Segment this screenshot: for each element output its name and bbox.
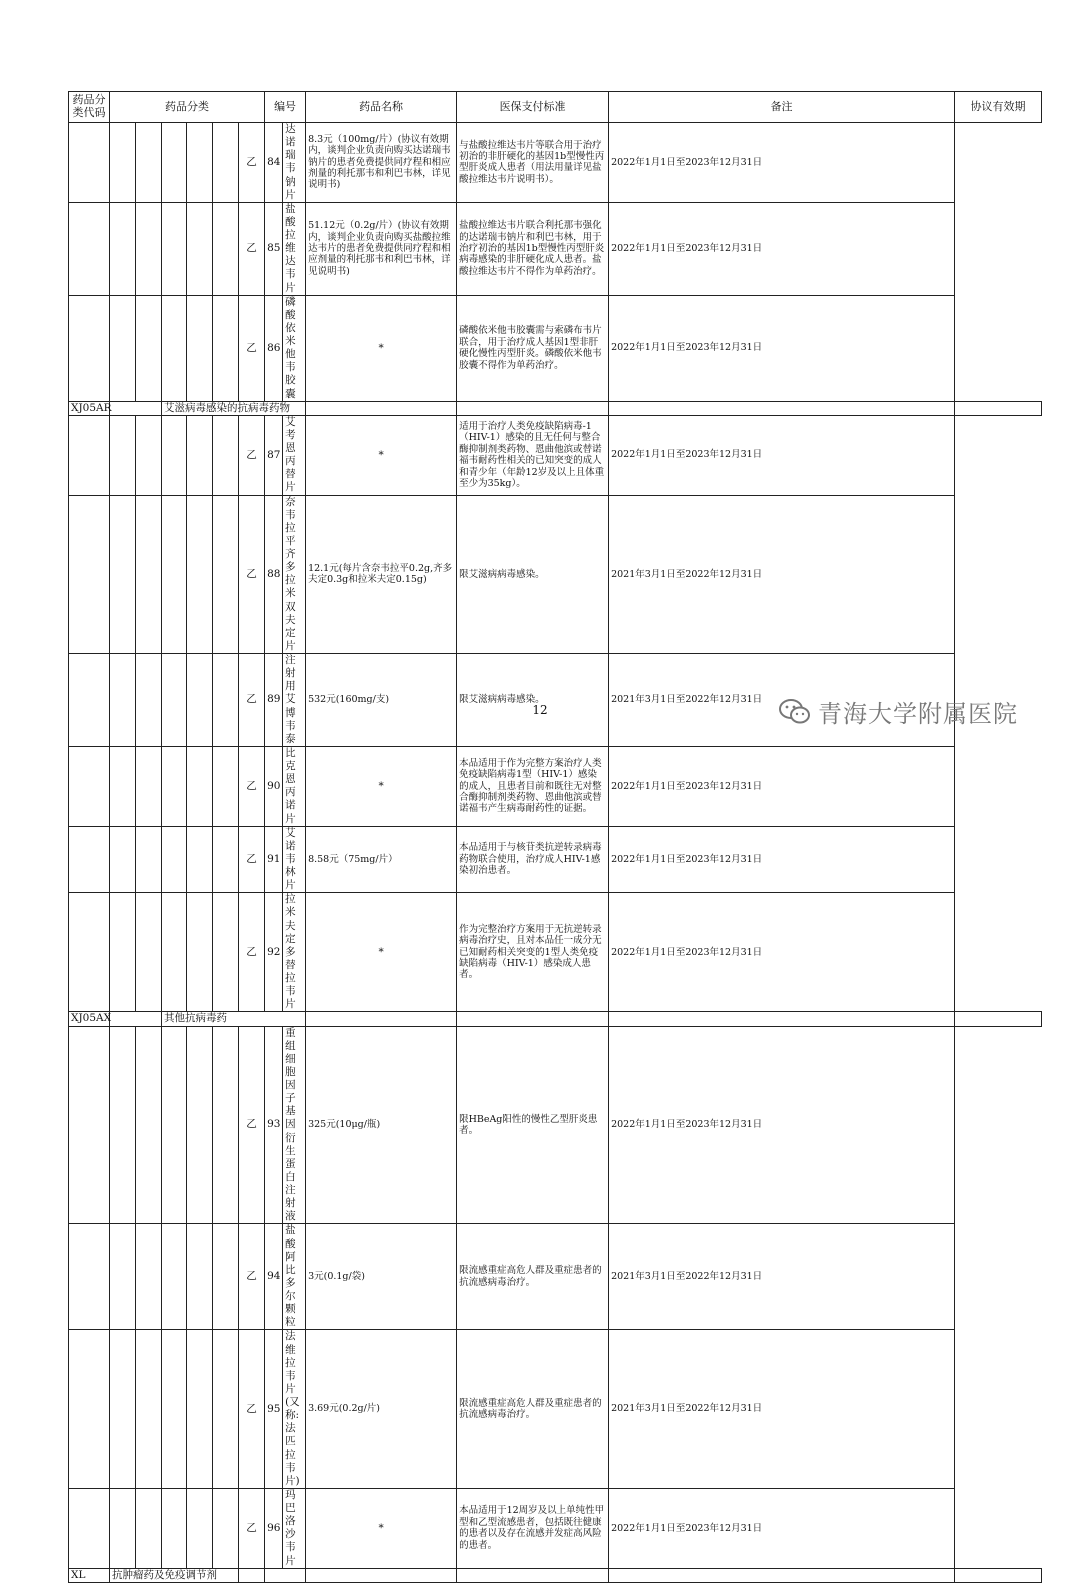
category-cell [213,654,239,747]
remark-cell: 限流感重症高危人群及重症患者的抗流感病毒治疗。 [457,1330,609,1489]
category-cell [69,654,110,747]
category-cell [162,1224,187,1330]
category-cell [213,415,239,495]
empty-cell [955,1568,1042,1582]
category-cell [136,495,162,654]
empty-cell [306,1012,457,1026]
payment-cell: 3.69元(0.2g/片) [306,1330,457,1489]
category-cell [69,295,110,401]
remark-cell: 限HBeAg阳性的慢性乙型肝炎患者。 [457,1026,609,1224]
remark-cell: 盐酸拉维达韦片联合利托那韦强化的达诺瑞韦钠片和利巴韦林，用于治疗初治的基因1b型慢性丙型肝炎病毒感染的非肝硬化成人患者。盐酸拉维达韦片不得作为单药治疗。 [457,202,609,295]
validity-cell: 2021年3月1日至2022年12月31日 [609,1224,955,1330]
remark-cell: 本品适用于作为完整方案治疗人类免疫缺陷病毒1型（HIV-1）感染的成人，且患者目前和既往无对整合酶抑制剂类药物、恩曲他滨或替诺福韦产生病毒耐药性的证据。 [457,746,609,826]
category-cell [187,746,213,826]
class-cell: 乙 [239,654,265,747]
drug-name-cell: 盐酸阿比多尔颗粒 [283,1224,306,1330]
number-cell: 89 [265,654,283,747]
payment-cell: 12.1元(每片含奈韦拉平0.2g,齐多夫定0.3g和拉米夫定0.15g) [306,495,457,654]
number-cell: 86 [265,295,283,401]
category-cell [187,1224,213,1330]
category-cell [213,1488,239,1568]
section-code: XJ05AX [69,1012,110,1026]
table-row [69,826,1042,893]
category-cell [136,746,162,826]
category-cell [69,1488,110,1568]
table-row [69,202,1042,295]
empty-cell [306,401,457,415]
payment-cell: * [306,1488,457,1568]
category-cell [136,1026,162,1224]
category-cell [162,654,187,747]
category-cell [162,123,187,203]
table-row [69,1330,1042,1489]
section-row [69,401,1042,415]
validity-cell: 2022年1月1日至2023年12月31日 [609,1026,955,1224]
category-cell [69,826,110,893]
category-cell [110,495,136,654]
category-cell [213,1224,239,1330]
header-name: 药品名称 [306,92,457,123]
category-cell [69,123,110,203]
header-code: 药品分类代码 [69,92,110,123]
empty-cell [265,1568,306,1582]
empty-cell [457,1012,609,1026]
category-cell [187,1488,213,1568]
payment-cell: * [306,893,457,1012]
category-cell [187,826,213,893]
category-cell [162,415,187,495]
category-cell [136,123,162,203]
category-cell [187,893,213,1012]
number-cell: 91 [265,826,283,893]
category-cell [187,123,213,203]
number-cell: 85 [265,202,283,295]
table-row [69,415,1042,495]
category-cell [69,415,110,495]
category-cell [136,826,162,893]
category-cell [110,893,136,1012]
header-number: 编号 [265,92,306,123]
category-cell [213,746,239,826]
category-cell [136,1224,162,1330]
table-row [69,893,1042,1012]
category-cell [110,1224,136,1330]
empty-cell [609,1012,955,1026]
category-cell [187,415,213,495]
drug-name-cell: 注射用艾博韦泰 [283,654,306,747]
drug-name-cell: 盐酸拉维达韦片 [283,202,306,295]
payment-cell: 3元(0.1g/袋) [306,1224,457,1330]
category-cell [110,202,136,295]
category-cell [136,202,162,295]
section-code: XJ05AR [69,401,110,415]
drug-name-cell: 比克恩丙诺片 [283,746,306,826]
table-row [69,1488,1042,1568]
payment-cell: 8.3元（100mg/片）(协议有效期内，谈判企业负责向购买达诺瑞韦钠片的患者免费提供同疗程和相应剂量的利托那韦和利巴韦林，详见说明书) [306,123,457,203]
remark-cell: 限流感重症高危人群及重症患者的抗流感病毒治疗。 [457,1224,609,1330]
category-cell [110,123,136,203]
category-cell [162,495,187,654]
drug-name-cell: 艾考恩丙替片 [283,415,306,495]
number-cell: 88 [265,495,283,654]
section-row [69,1568,1042,1582]
category-cell [162,893,187,1012]
drug-name-cell: 拉米夫定多替拉韦片 [283,893,306,1012]
header-validity: 协议有效期 [955,92,1042,123]
class-cell: 乙 [239,746,265,826]
category-cell [162,1488,187,1568]
class-cell: 乙 [239,1488,265,1568]
validity-cell: 2021年3月1日至2022年12月31日 [609,1330,955,1489]
category-cell [69,495,110,654]
class-cell: 乙 [239,495,265,654]
category-cell [162,746,187,826]
payment-cell: 532元(160mg/支) [306,654,457,747]
category-cell [110,1330,136,1489]
validity-cell: 2021年3月1日至2022年12月31日 [609,654,955,747]
category-cell [69,1330,110,1489]
drug-name-cell: 艾诺韦林片 [283,826,306,893]
remark-cell: 限艾滋病病毒感染。 [457,495,609,654]
category-cell [110,1488,136,1568]
class-cell: 乙 [239,123,265,203]
validity-cell: 2022年1月1日至2023年12月31日 [609,826,955,893]
category-cell [69,893,110,1012]
header-payment: 医保支付标准 [457,92,609,123]
validity-cell: 2021年3月1日至2022年12月31日 [609,495,955,654]
category-cell [136,893,162,1012]
remark-cell: 作为完整治疗方案用于无抗逆转录病毒治疗史，且对本品任一成分无已知耐药相关突变的1型人类免疫缺陷病毒（HIV-1）感染成人患者。 [457,893,609,1012]
drug-list-table [68,91,1042,1583]
category-cell [213,1330,239,1489]
section-title: 艾滋病毒感染的抗病毒药物 [162,401,306,415]
watermark [778,694,1018,729]
number-cell: 93 [265,1026,283,1224]
category-cell [110,654,136,747]
validity-cell: 2022年1月1日至2023年12月31日 [609,746,955,826]
drug-name-cell: 达诺瑞韦钠片 [283,123,306,203]
empty-cell [110,401,162,415]
section-code: XL [69,1568,110,1582]
table-row [69,295,1042,401]
class-cell: 乙 [239,415,265,495]
category-cell [162,1026,187,1224]
number-cell: 94 [265,1224,283,1330]
category-cell [213,893,239,1012]
payment-cell: 8.58元（75mg/片） [306,826,457,893]
table-row [69,1224,1042,1330]
category-cell [69,1026,110,1224]
empty-cell [955,1012,1042,1026]
category-cell [213,1026,239,1224]
header-remark: 备注 [609,92,955,123]
class-cell: 乙 [239,1224,265,1330]
remark-cell: 与盐酸拉维达韦片等联合用于治疗初治的非肝硬化的基因1b型慢性丙型肝炎成人患者（用法用量详见盐酸拉维达韦片说明书）。 [457,123,609,203]
drug-name-cell: 重组细胞因子基因衍生蛋白注射液 [283,1026,306,1224]
category-cell [136,415,162,495]
number-cell: 87 [265,415,283,495]
section-title: 抗肿瘤药及免疫调节剂 [110,1568,239,1582]
validity-cell: 2022年1月1日至2023年12月31日 [609,415,955,495]
category-cell [187,654,213,747]
table-header-row [69,92,1042,123]
number-cell: 96 [265,1488,283,1568]
section-row [69,1012,1042,1026]
class-cell: 乙 [239,1026,265,1224]
empty-cell [609,1568,955,1582]
category-cell [110,826,136,893]
class-cell: 乙 [239,826,265,893]
class-cell: 乙 [239,1330,265,1489]
category-cell [110,415,136,495]
category-cell [213,202,239,295]
drug-name-cell: 法维拉韦片(又称:法匹拉韦片) [283,1330,306,1489]
empty-cell [110,1012,162,1026]
wechat-icon [778,697,812,727]
drug-name-cell: 磷酸依米他韦胶囊 [283,295,306,401]
remark-cell: 磷酸依米他韦胶囊需与索磷布韦片联合，用于治疗成人基因1型非肝硬化慢性丙型肝炎。磷酸依米他韦胶囊不得作为单药治疗。 [457,295,609,401]
validity-cell: 2022年1月1日至2023年12月31日 [609,295,955,401]
class-cell: 乙 [239,893,265,1012]
category-cell [213,495,239,654]
remark-cell: 限艾滋病病毒感染。 [457,654,609,747]
payment-cell: * [306,415,457,495]
empty-cell [955,401,1042,415]
category-cell [110,1026,136,1224]
category-cell [69,746,110,826]
class-cell: 乙 [239,295,265,401]
category-cell [213,826,239,893]
empty-cell [239,1568,265,1582]
category-cell [187,495,213,654]
validity-cell: 2022年1月1日至2023年12月31日 [609,1488,955,1568]
drug-name-cell: 奈韦拉平齐多拉米双夫定片 [283,495,306,654]
number-cell: 92 [265,893,283,1012]
header-category: 药品分类 [110,92,265,123]
category-cell [69,202,110,295]
remark-cell: 本品适用于12周岁及以上单纯性甲型和乙型流感患者，包括既往健康的患者以及存在流感并发症高风险的患者。 [457,1488,609,1568]
category-cell [136,295,162,401]
category-cell [187,202,213,295]
category-cell [213,123,239,203]
number-cell: 90 [265,746,283,826]
watermark-text: 青海大学附属医院 [818,700,1018,728]
category-cell [187,295,213,401]
category-cell [110,295,136,401]
empty-cell [457,1568,609,1582]
remark-cell: 适用于治疗人类免疫缺陷病毒-1（HIV-1）感染的且无任何与整合酶抑制剂类药物、恩曲他滨或替诺福韦耐药性相关的已知突变的成人和青少年（年龄12岁及以上且体重至少为35kg）。 [457,415,609,495]
category-cell [187,1026,213,1224]
validity-cell: 2022年1月1日至2023年12月31日 [609,202,955,295]
empty-cell [457,401,609,415]
category-cell [136,1330,162,1489]
table-row [69,746,1042,826]
payment-cell: * [306,295,457,401]
class-cell: 乙 [239,202,265,295]
section-title: 其他抗病毒药 [162,1012,306,1026]
drug-name-cell: 玛巴洛沙韦片 [283,1488,306,1568]
table-body [69,123,1042,1583]
category-cell [162,295,187,401]
category-cell [136,654,162,747]
empty-cell [609,401,955,415]
table-row [69,1026,1042,1224]
category-cell [162,1330,187,1489]
payment-cell: 51.12元（0.2g/片）(协议有效期内，谈判企业负责向购买盐酸拉维达韦片的患者免费提供同疗程和相应剂量的利托那韦和利巴韦林，详见说明书) [306,202,457,295]
validity-cell: 2022年1月1日至2023年12月31日 [609,123,955,203]
category-cell [69,1224,110,1330]
payment-cell: 325元(10μg/瓶) [306,1026,457,1224]
payment-cell: * [306,746,457,826]
category-cell [213,295,239,401]
validity-cell: 2022年1月1日至2023年12月31日 [609,893,955,1012]
number-cell: 95 [265,1330,283,1489]
category-cell [136,1488,162,1568]
category-cell [187,1330,213,1489]
category-cell [162,826,187,893]
table-row [69,495,1042,654]
category-cell [110,746,136,826]
remark-cell: 本品适用于与核苷类抗逆转录病毒药物联合使用，治疗成人HIV-1感染初治患者。 [457,826,609,893]
page-number: 12 [532,703,548,717]
table-row [69,123,1042,203]
empty-cell [306,1568,457,1582]
category-cell [162,202,187,295]
number-cell: 84 [265,123,283,203]
